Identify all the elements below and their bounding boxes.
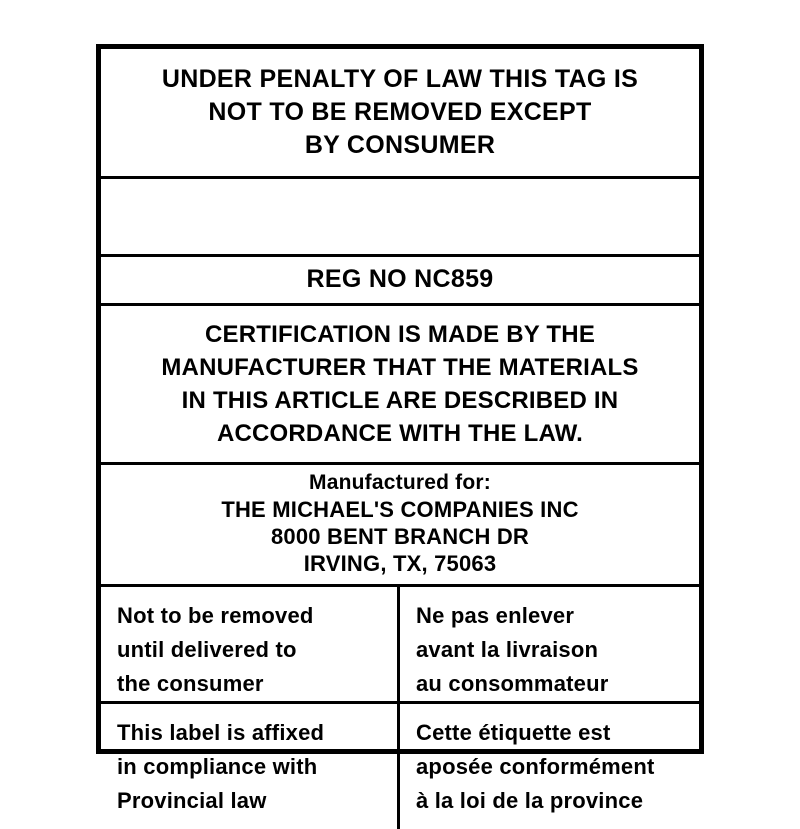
registration-number-text: REG NO NC859 <box>306 265 494 293</box>
certification-line-3: IN THIS ARTICLE ARE DESCRIBED IN <box>181 387 619 414</box>
certification-line-2: MANUFACTURER THAT THE MATERIALS <box>161 354 639 381</box>
removal-notice-section <box>101 587 699 704</box>
manufactured-for-label: Manufactured for: <box>309 471 491 494</box>
company-street-address: 8000 BENT BRANCH DR <box>270 524 530 549</box>
penalty-notice-line-3: BY CONSUMER <box>304 131 496 159</box>
law-label <box>96 44 704 813</box>
penalty-notice-line-1: UNDER PENALTY OF LAW THIS TAG IS <box>161 65 639 93</box>
compliance-english-line-1: This label is affixed <box>117 720 325 745</box>
removal-french-line-2: avant la livraison <box>416 637 599 662</box>
removal-english-line-3: the consumer <box>117 671 264 696</box>
removal-french-line-3: au consommateur <box>416 671 609 696</box>
removal-english-line-1: Not to be removed <box>117 603 314 628</box>
compliance-english-line-3: Provincial law <box>117 788 267 813</box>
company-city-state-zip: IRVING, TX, 75063 <box>303 551 497 576</box>
compliance-english-line-2: in compliance with <box>117 754 318 779</box>
compliance-notice-section <box>101 704 699 829</box>
penalty-notice-line-2: NOT TO BE REMOVED EXCEPT <box>208 98 592 126</box>
certification-line-1: CERTIFICATION IS MADE BY THE <box>204 321 596 348</box>
compliance-french-line-3: à la loi de la province <box>416 788 644 813</box>
manufacturer-section <box>101 465 699 587</box>
certification-line-4: ACCORDANCE WITH THE LAW. <box>216 420 584 447</box>
removal-english-line-2: until delivered to <box>117 637 297 662</box>
compliance-french-line-1: Cette étiquette est <box>416 720 611 745</box>
removal-french-line-1: Ne pas enlever <box>416 603 575 628</box>
penalty-notice-section <box>101 49 699 179</box>
removal-notice-french <box>400 587 699 701</box>
company-name: THE MICHAEL'S COMPANIES INC <box>221 497 579 522</box>
compliance-notice-english <box>101 704 400 829</box>
removal-notice-english <box>101 587 400 701</box>
registration-number-section <box>101 257 699 306</box>
compliance-notice-french <box>400 704 699 829</box>
certification-statement-section <box>101 306 699 465</box>
compliance-french-line-2: aposée conformément <box>416 754 655 779</box>
blank-write-in-section <box>101 179 699 257</box>
